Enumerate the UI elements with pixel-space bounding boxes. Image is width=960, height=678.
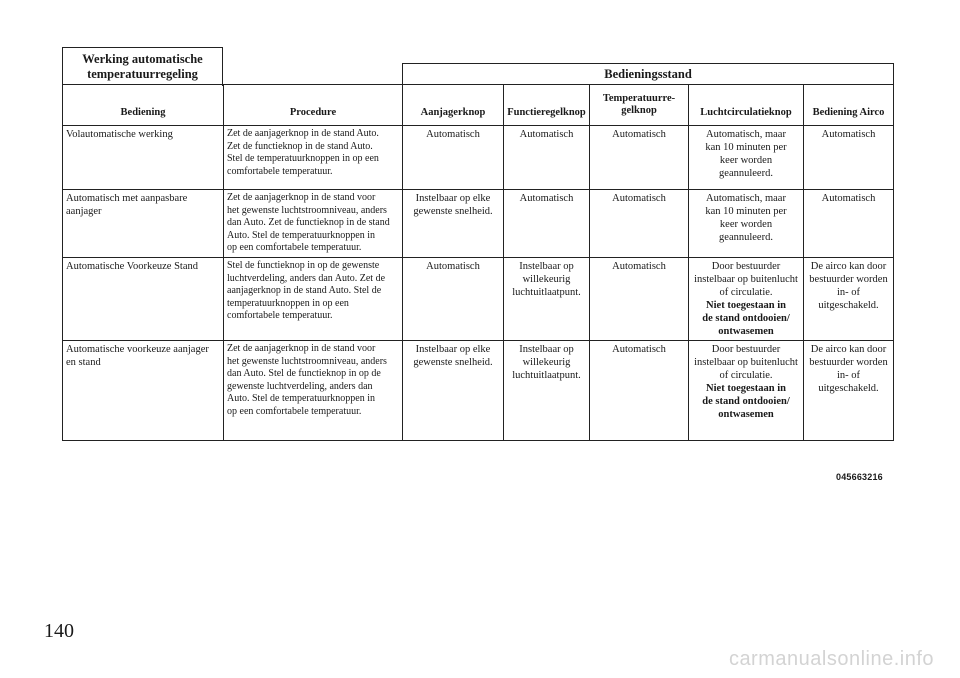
cell-recirculation-line: of circulatie. [719, 286, 773, 298]
cell-fan-line: Instelbaar op elke [415, 193, 491, 204]
page-number: 140 [44, 620, 74, 642]
cell-procedure-line: het gewenste luchtstroomniveau, anders [227, 355, 387, 367]
cell-recirculation [689, 190, 804, 258]
cell-aircon-line: bestuurder worden [809, 356, 888, 368]
cell-function [504, 340, 590, 440]
table-row [63, 340, 894, 440]
cell-fan [403, 257, 504, 340]
cell-procedure-line: temperatuurknoppen in op een [227, 297, 349, 309]
col-header-temperature [590, 85, 689, 126]
cell-procedure-line: dan Auto. Zet de functieknop in de stand [227, 217, 390, 229]
climate-control-table [62, 63, 894, 441]
cell-recirculation-line: keer worden [719, 155, 773, 166]
cell-function-line: willekeurig [522, 273, 571, 285]
cell-aircon-line: in- of [836, 369, 861, 381]
cell-recirculation-note: ontwasemen [718, 408, 774, 420]
cell-function [504, 126, 590, 190]
cell-temperature-line: Automatisch [612, 129, 666, 140]
cell-mode: Volautomatische werking [63, 126, 224, 190]
cell-fan [403, 126, 504, 190]
cell-function-line: luchtuitlaatpunt. [512, 369, 581, 381]
cell-procedure-line: Stel de functieknop in op de gewenste [227, 259, 380, 271]
cell-aircon [804, 257, 894, 340]
cell-fan-line: gewenste snelheid. [413, 356, 493, 368]
footer-watermark-text: carmanualsonline.info [728, 648, 934, 670]
cell-procedure-line: Auto. Stel de temperatuurknoppen in [227, 393, 376, 405]
cell-procedure [224, 126, 403, 190]
cell-aircon-line: uitgeschakeld. [818, 382, 879, 394]
cell-mode: Automatische voorkeuze aanjager en stand [63, 340, 224, 440]
cell-recirculation [689, 340, 804, 440]
cell-recirculation-note: Niet toegestaan in [706, 382, 786, 394]
cell-aircon [804, 190, 894, 258]
cell-recirculation-line: Automatisch, maar [706, 193, 786, 204]
cell-fan-line: gewenste snelheid. [413, 206, 493, 217]
cell-function-line: Instelbaar op [519, 343, 574, 355]
footer-watermark [0, 648, 960, 671]
cell-procedure-line: Zet de aanjagerknop in de stand Auto. [227, 128, 379, 139]
cell-recirculation [689, 126, 804, 190]
cell-recirculation-note: ontwasemen [718, 325, 774, 337]
cell-procedure-line: Zet de aanjagerknop in de stand voor [227, 342, 376, 354]
cell-aircon-line: bestuurder worden [809, 273, 888, 285]
cell-recirculation-note: Niet toegestaan in [706, 299, 786, 311]
cell-temperature [590, 126, 689, 190]
cell-procedure-line: op een comfortabele temperatuur. [227, 405, 362, 417]
col-header-fan: Aanjagerknop [403, 85, 504, 126]
cell-function-line: Automatisch [519, 193, 574, 204]
cell-function-line: Instelbaar op [519, 260, 574, 272]
cell-function [504, 190, 590, 258]
cell-procedure [224, 190, 403, 258]
cell-recirculation-note: de stand ontdooien/ [702, 312, 790, 324]
cell-recirculation-line: geannuleerd. [719, 168, 773, 179]
cell-function-line: Automatisch [519, 129, 574, 140]
cell-function-line: willekeurig [522, 356, 571, 368]
cell-procedure-line: het gewenste luchtstroomniveau, anders [227, 204, 387, 216]
cell-fan [403, 340, 504, 440]
table-row [63, 257, 894, 340]
cell-temperature-line: Automatisch [612, 343, 666, 355]
col-header-function: Functieregelknop [504, 85, 590, 126]
cell-recirculation-note: de stand ontdooien/ [702, 395, 790, 407]
cell-procedure-line: luchtverdeling, anders dan Auto. Zet de [227, 272, 386, 284]
cell-procedure [224, 340, 403, 440]
cell-fan [403, 190, 504, 258]
col-header-aircon: Bediening Airco [804, 85, 894, 126]
cell-recirculation-line: kan 10 minuten per [705, 142, 787, 153]
group-header: Bedieningsstand [403, 64, 894, 85]
cell-fan-line: Automatisch [426, 260, 480, 272]
cell-procedure [224, 257, 403, 340]
table-title-line2: temperatuurregeling [87, 67, 198, 81]
cell-recirculation-line: instelbaar op buitenlucht [694, 273, 798, 285]
cell-aircon-line: De airco kan door [810, 260, 887, 272]
cell-recirculation-line: keer worden [719, 219, 773, 230]
cell-recirculation-line: Door bestuurder [711, 260, 781, 272]
cell-procedure-line: dan Auto. Stel de functieknop in op de [227, 368, 381, 380]
col-header-temperature-line1: Temperatuurre- [602, 93, 676, 104]
table-row [63, 126, 894, 190]
table-title-line1: Werking automatische [82, 52, 203, 66]
col-header-temperature-line2: gelknop [621, 105, 657, 116]
cell-fan-line: Automatisch [426, 129, 480, 140]
col-header-procedure: Procedure [224, 85, 403, 126]
figure-code: 045663216 [836, 472, 883, 482]
cell-procedure-line: comfortabele temperatuur. [227, 310, 333, 322]
col-header-operation: Bediening [63, 85, 224, 126]
cell-procedure-line: Zet de aanjagerknop in de stand voor [227, 192, 376, 203]
cell-temperature-line: Automatisch [612, 260, 666, 272]
cell-aircon-line: in- of [836, 286, 861, 298]
cell-fan-line: Instelbaar op elke [415, 343, 491, 355]
col-header-recirculation: Luchtcirculatieknop [689, 85, 804, 126]
cell-procedure-line: Stel de temperatuurknoppen in op een [227, 153, 379, 165]
cell-function [504, 257, 590, 340]
cell-procedure-line: Zet de functieknop in de stand Auto. [227, 140, 373, 152]
cell-aircon-line: Automatisch [821, 193, 876, 204]
cell-recirculation-line: instelbaar op buitenlucht [694, 356, 798, 368]
cell-recirculation-line: kan 10 minuten per [705, 206, 787, 217]
cell-procedure-line: comfortabele temperatuur. [227, 165, 333, 177]
cell-function-line: luchtuitlaatpunt. [512, 286, 581, 298]
cell-aircon-line: Automatisch [821, 129, 876, 140]
cell-recirculation [689, 257, 804, 340]
cell-recirculation-line: Door bestuurder [711, 343, 781, 355]
cell-aircon-line: De airco kan door [810, 343, 887, 355]
cell-temperature [590, 257, 689, 340]
cell-recirculation-line: of circulatie. [719, 369, 773, 381]
cell-temperature [590, 190, 689, 258]
cell-procedure-line: gewenste luchtverdeling, anders dan [227, 380, 373, 392]
cell-recirculation-line: Automatisch, maar [706, 129, 786, 140]
cell-procedure-line: Auto. Stel de temperatuurknoppen in [227, 229, 376, 241]
cell-procedure-line: aanjagerknop in de stand Auto. Stel de [227, 285, 382, 297]
cell-temperature [590, 340, 689, 440]
table-row [63, 190, 894, 258]
cell-mode: Automatische Voorkeuze Stand [63, 257, 224, 340]
cell-temperature-line: Automatisch [612, 193, 666, 204]
cell-aircon-line: uitgeschakeld. [818, 299, 879, 311]
table-body [63, 126, 894, 441]
cell-aircon [804, 340, 894, 440]
cell-aircon [804, 126, 894, 190]
cell-procedure-line: op een comfortabele temperatuur. [227, 242, 362, 254]
cell-recirculation-line: geannuleerd. [719, 232, 773, 243]
cell-mode: Automatisch met aanpasbare aanjager [63, 190, 224, 258]
